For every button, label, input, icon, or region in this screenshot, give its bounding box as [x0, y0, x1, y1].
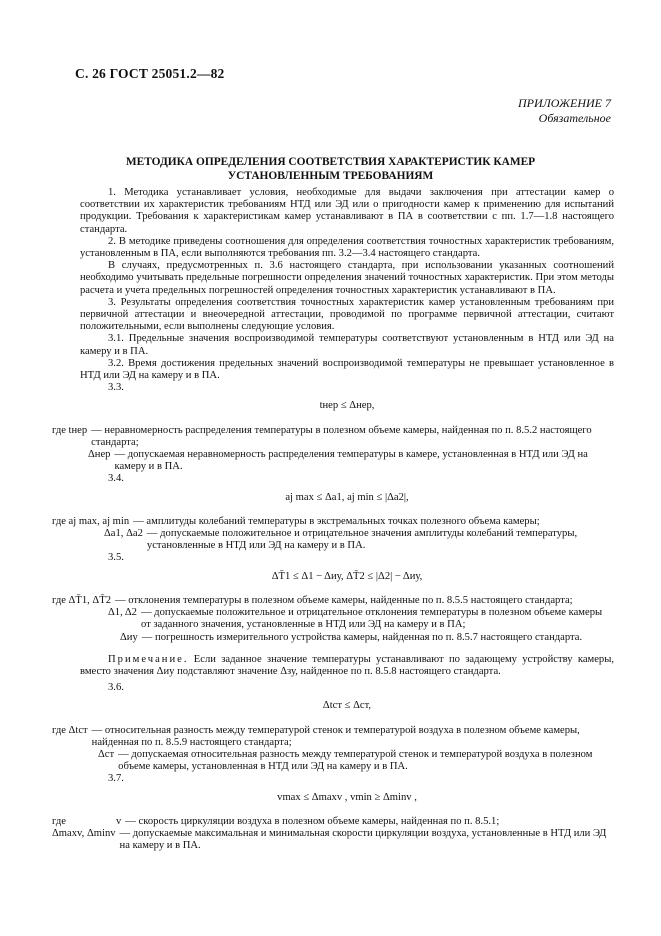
- definition-row: [52, 516, 614, 528]
- definition-text: — погрешность измерительного устройства камеры, найденная по п. 8.5.7 настоящего стандарта.: [141, 631, 583, 643]
- paragraph-3: 3. Результаты определения соответствия точностных характеристик камер установленным требованиям при первичной аттестации и внеочередной аттестации, проводимой по программе первичной аттестации, считают положительными, если выполнены следующие условия.: [80, 296, 614, 333]
- definition-term: где aj max, aj min: [52, 515, 130, 527]
- appendix-label: ПРИЛОЖЕНИЕ 7: [518, 96, 611, 110]
- definition-term: где Δtст: [52, 724, 88, 736]
- paragraph-2b: В случаях, предусмотренных п. 3.6 настоящего стандарта, при использовании указанных соотношений необходимо учитывать предельные погрешности определения значений точностных характеристик. При этом методы расчета и учета предельных погрешностей определения точностных характеристик устанавливают в ПА.: [80, 260, 614, 296]
- definition-text: — допускаемые максимальная и минимальная скорости циркуляции воздуха, установленные в НТД или ЭД на камеру и в ПА.: [119, 827, 607, 852]
- document-title: [60, 155, 601, 183]
- section-3-3-number: 3.3.: [108, 382, 124, 394]
- definition-text: — допускаемая относительная разность между температурой стенок и температурой воздуха в полезном объеме камеры, установленная в НТД или ЭД на камеру и в ПА.: [118, 748, 593, 773]
- definition-term: Δa1, Δa2: [104, 528, 143, 540]
- section-3-5-number: 3.5.: [108, 552, 124, 564]
- definition-row: [52, 828, 614, 852]
- definition-row: [88, 449, 614, 473]
- paragraph-1: 1. Методика устанавливает условия, необходимые для выдачи заключения при аттестации камер о соответствии их характеристик требованиям НТД или ЭД или о пригодности камер к применению для испытаний продукции. Требования к характеристикам камер устанавливают в ПА в соответствии с пп. 1.7—1.8 настоящего стандарта.: [80, 187, 614, 235]
- note-label: Примечание.: [108, 653, 189, 665]
- appendix-status: Обязательное: [538, 111, 611, 125]
- definition-text: — неравномерность распределения температуры в полезном объеме камеры, найденная по п. 8.5.2 настоящего стандарта;: [91, 424, 592, 448]
- note-text: Если заданное значение температуры устанавливают по задающему устройству камеры, вместо значения Δиу подставляют значение Δзу, найденное по п. 8.5.8 настоящего стандарта.: [80, 653, 614, 677]
- definition-text: — допускаемые положительное и отрицательное отклонения температуры в полезном объеме камеры от заданного значения, установленные в НТД или ЭД на камеру и в ПА;: [140, 607, 603, 631]
- definition-row: [52, 595, 614, 607]
- definition-row: [52, 725, 614, 749]
- definition-term: Δиу: [120, 631, 138, 643]
- definition-term: где ΔT̄1, ΔT̄2: [52, 594, 112, 606]
- definition-term: где tнер: [52, 424, 88, 436]
- formula-3-6: Δtст ≤ Δст,: [322, 700, 372, 712]
- definition-text: — отклонения температуры в полезном объеме камеры, найденные по п. 8.5.5 настоящего стандарта;: [115, 594, 573, 606]
- paragraph-2: 2. В методике приведены соотношения для определения соответствия точностных характеристик требованиям, установленным в ПА, если выполняются требования пп. 3.2—3.4 настоящего стандарта.: [80, 235, 614, 260]
- definition-text: — допускаемые положительное и отрицательное значения амплитуды колебаний температуры, установленные в НТД или ЭД на камеру и в ПА.: [146, 528, 578, 552]
- formula-3-7: vmax ≤ Δmaxv , vmin ≥ Δminv ,: [277, 791, 417, 803]
- formula-3-3: tнер ≤ Δнер,: [319, 400, 375, 412]
- definition-row: [108, 607, 614, 631]
- title-line-1: МЕТОДИКА ОПРЕДЕЛЕНИЯ СООТВЕТСТВИЯ ХАРАКТЕРИСТИК КАМЕР: [125, 156, 536, 168]
- formula-3-4: aj max ≤ Δa1, aj min ≤ |Δa2|,: [285, 491, 409, 503]
- definition-row: [98, 749, 614, 773]
- definition-text: — амплитуды колебаний температуры в экстремальных точках полезного объема камеры;: [133, 515, 540, 527]
- definition-term: Δст: [98, 748, 115, 760]
- page-header: С. 26 ГОСТ 25051.2—82: [75, 66, 225, 81]
- definition-term: Δнер: [88, 449, 111, 461]
- definition-term: v: [116, 815, 122, 827]
- definition-row: [120, 632, 614, 644]
- definition-term: Δ1, Δ2: [108, 607, 137, 619]
- title-line-2: УСТАНОВЛЕННЫМ ТРЕБОВАНИЯМ: [227, 170, 434, 182]
- definition-row: [52, 425, 614, 449]
- paragraph-3-2: 3.2. Время достижения предельных значений воспроизводимой температуры не превышает установленное в НТД или ЭД на камеру и в ПА.: [80, 357, 614, 382]
- document-body: [52, 187, 614, 852]
- definition-row: [52, 816, 614, 828]
- paragraph-3-1: 3.1. Предельные значения воспроизводимой температуры соответствуют установленным в НТД или ЭД на камеру и в ПА.: [80, 333, 614, 357]
- definition-row: [104, 528, 614, 552]
- section-3-6-number: 3.6.: [108, 682, 124, 694]
- formula-3-5: ΔT̄1 ≤ Δ1 − Δиу, ΔT̄2 ≤ |Δ2| − Δиу,: [271, 570, 423, 582]
- definition-term: Δmaxv, Δminv: [52, 827, 116, 839]
- section-3-7-number: 3.7.: [108, 773, 124, 785]
- appendix-block: [518, 96, 611, 126]
- definition-text: — допускаемая неравномерность распределения температуры в камере, установленная в НТД или ЭД на камеру и в ПА.: [114, 449, 588, 473]
- definition-text: — относительная разность между температурой стенок и температурой воздуха в полезном объеме камеры, найденная по п. 8.5.9 настоящего стандарта;: [91, 724, 580, 748]
- section-3-4-number: 3.4.: [108, 473, 124, 485]
- definition-text: — скорость циркуляции воздуха в полезном объеме камеры, найденная по п. 8.5.1;: [125, 815, 500, 827]
- definition-term: где: [52, 815, 66, 827]
- note-paragraph: [80, 654, 614, 678]
